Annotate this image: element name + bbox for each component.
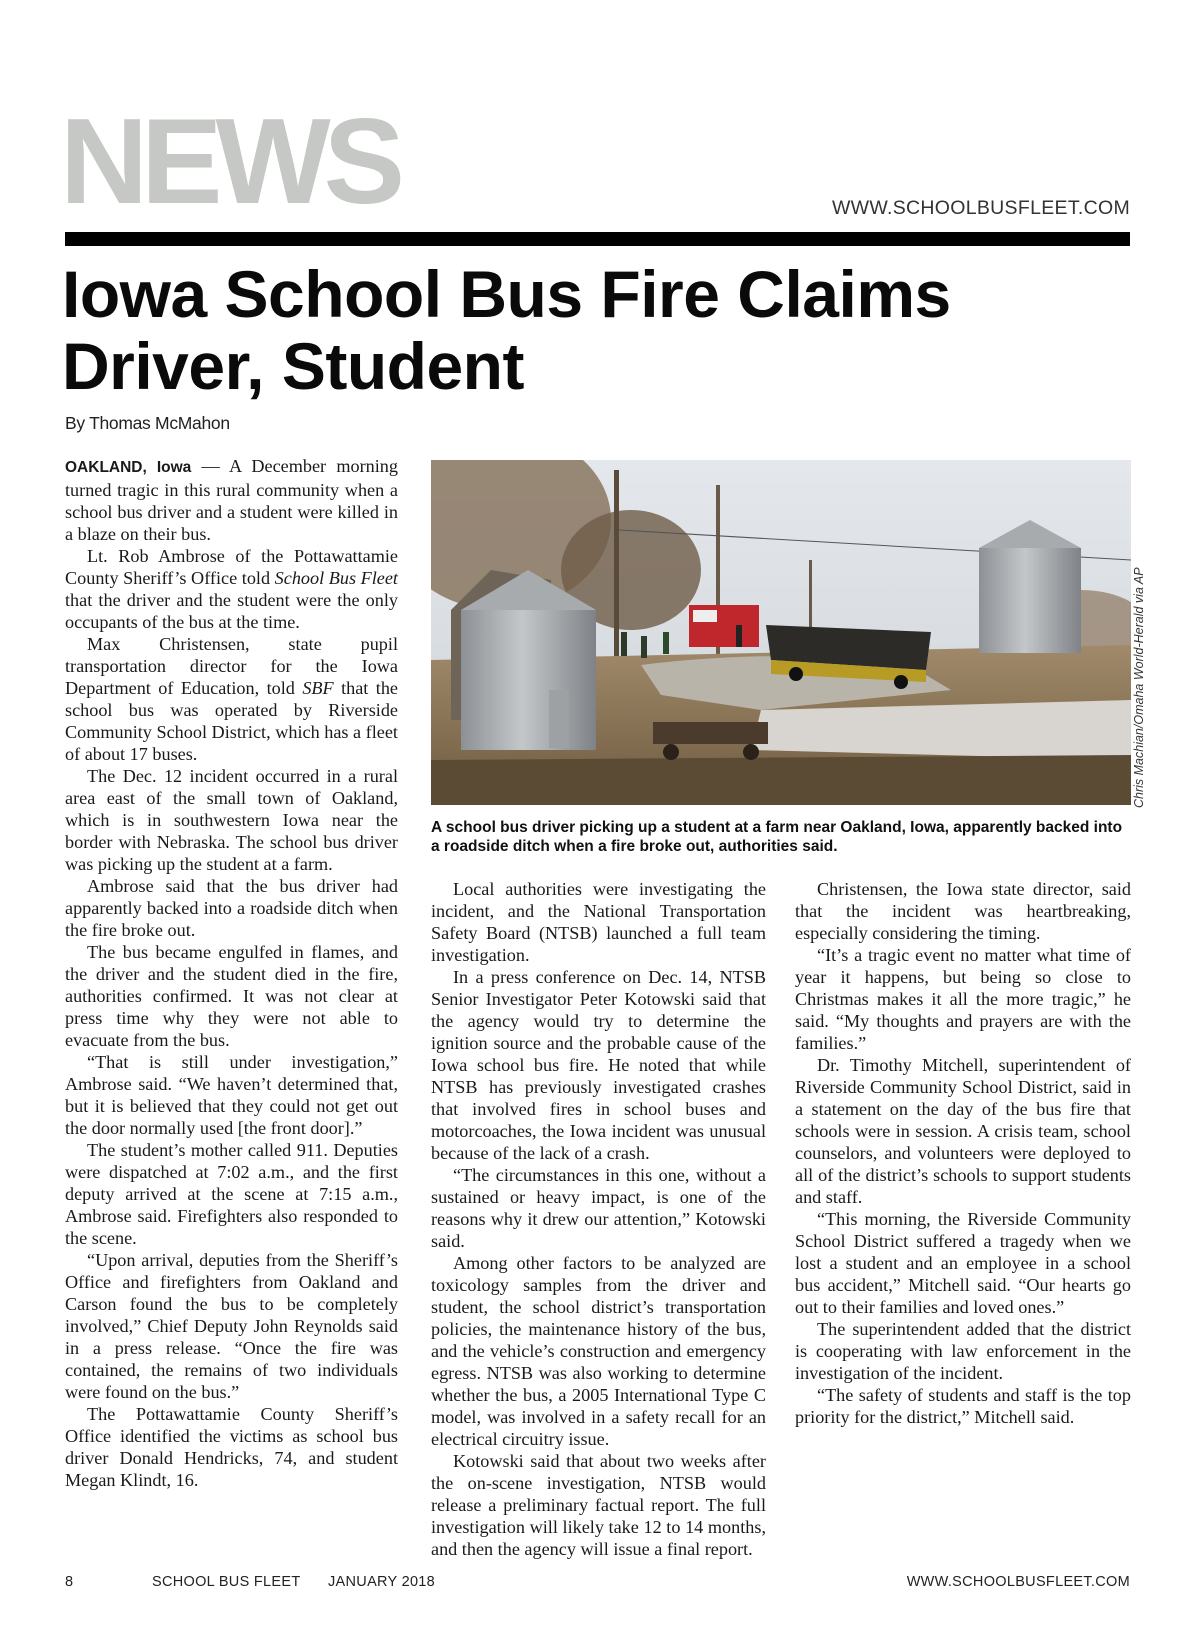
paragraph bbox=[65, 455, 398, 545]
paragraph: The student’s mother called 911. Deputies were dispatched at 7:02 a.m., and the first deputy arrived at the scene at 7:15 a.m., Ambrose said. Firefighters also responded to the scene. bbox=[65, 1140, 398, 1248]
paragraph: Kotowski said that about two weeks after the on-scene investigation, NTSB would release a preliminary factual report. The full investigation will likely take 12 to 14 months, and then the agency will issue a final report. bbox=[431, 1451, 766, 1559]
byline: By Thomas McMahon bbox=[65, 413, 230, 433]
dateline: OAKLAND, Iowa bbox=[65, 459, 192, 476]
paragraph-text: that the school bus was operated by Riverside Community School District, which has a fleet of about 17 buses. bbox=[65, 678, 398, 764]
paragraph: Ambrose said that the bus driver had apparently backed into a roadside ditch when the fire broke out. bbox=[65, 876, 398, 940]
paragraph: Dr. Timothy Mitchell, superintendent of Riverside Community School District, said in a statement on the day of the bus fire that schools were in session. A crisis team, school counselors, and volunteers were deployed to all of the district’s schools to support students and staff. bbox=[795, 1055, 1131, 1207]
article-column-3 bbox=[795, 878, 1131, 1428]
article-column-1 bbox=[65, 455, 398, 1491]
lead-text: — A December morning turned tragic in this rural community when a school bus driver and a student were killed in a blaze on their bus. bbox=[65, 456, 398, 544]
news-photo bbox=[431, 460, 1131, 805]
site-url: WWW.SCHOOLBUSFLEET.COM bbox=[831, 197, 1130, 219]
paragraph: In a press conference on Dec. 14, NTSB Senior Investigator Peter Kotowski said that the agency would try to determine the ignition source and the probable cause of the Iowa school bus fire. He noted that while NTSB has previously investigated crashes that involved fires in school buses and motorcoaches, the Iowa incident was unusual because of the lack of a crash. bbox=[431, 967, 766, 1163]
issue-date: JANUARY 2018 bbox=[328, 1574, 436, 1590]
photo-caption: A school bus driver picking up a student at a farm near Oakland, Iowa, apparently backed into a roadside ditch when a fire broke out, authorities said. bbox=[431, 819, 1123, 855]
paragraph: Among other factors to be analyzed are toxicology samples from the driver and student, the school district’s transportation policies, the maintenance history of the bus, and the vehicle’s construction and emergency egress. NTSB was also working to determine whether the bus, a 2005 International Type C model, was involved in a safety recall for an electrical circuitry issue. bbox=[431, 1253, 766, 1449]
photo-credit: Chris Machian/Omaha World-Herald via AP bbox=[1132, 567, 1146, 808]
bus-fire-scene-image bbox=[431, 460, 1131, 805]
headline: Iowa School Bus Fire Claims Driver, Student bbox=[62, 257, 951, 403]
paragraph bbox=[65, 633, 398, 765]
publication-name: School Bus Fleet bbox=[274, 568, 398, 588]
paragraph-text: Lt. Rob Ambrose of the Pottawattamie County Sheriff’s Office told bbox=[65, 546, 398, 588]
paragraph: “Upon arrival, deputies from the Sheriff’s Office and firefighters from Oakland and Carson found the bus to be completely involved,” Chief Deputy John Reynolds said in a press release. “Once the fire was contained, the remains of two individuals were found on the bus.” bbox=[65, 1250, 398, 1402]
paragraph: The bus became engulfed in flames, and the driver and the student died in the fire, authorities confirmed. It was not clear at press time why they were not able to evacuate from the bus. bbox=[65, 942, 398, 1050]
page-number: 8 bbox=[65, 1574, 74, 1590]
paragraph: “This morning, the Riverside Community School District suffered a tragedy when we lost a student and an employee in a school bus accident,” Mitchell said. “Our hearts go out to their families and loved ones.” bbox=[795, 1209, 1131, 1317]
paragraph: “It’s a tragic event no matter what time of year it happens, but being so close to Christmas makes it all the more tragic,” he said. “My thoughts and prayers are with the families.” bbox=[795, 945, 1131, 1053]
paragraph: Christensen, the Iowa state director, said that the incident was heartbreaking, especially considering the timing. bbox=[795, 879, 1131, 943]
paragraph: The superintendent added that the district is cooperating with law enforcement in the investigation of the incident. bbox=[795, 1319, 1131, 1383]
publication-name: SBF bbox=[302, 678, 334, 698]
paragraph: The Dec. 12 incident occurred in a rural area east of the small town of Oakland, which is in southwestern Iowa near the border with Nebraska. The school bus driver was picking up the student at a farm. bbox=[65, 766, 398, 874]
paragraph-text: that the driver and the student were the only occupants of the bus at the time. bbox=[65, 590, 398, 632]
paragraph: The Pottawattamie County Sheriff’s Office identified the victims as school bus driver Donald Hendricks, 74, and student Megan Klindt, 16. bbox=[65, 1404, 398, 1490]
article-column-2 bbox=[431, 878, 766, 1560]
paragraph: “The safety of students and staff is the top priority for the district,” Mitchell said. bbox=[795, 1385, 1131, 1427]
paragraph: “That is still under investigation,” Ambrose said. “We haven’t determined that, but it is believed that they could not get out the door normally used [the front door].” bbox=[65, 1052, 398, 1138]
header-rule bbox=[65, 232, 1130, 246]
paragraph: Local authorities were investigating the incident, and the National Transportation Safety Board (NTSB) launched a full team investigation. bbox=[431, 879, 766, 965]
paragraph: “The circumstances in this one, without a sustained or heavy impact, is one of the reasons why it drew our attention,” Kotowski said. bbox=[431, 1165, 766, 1251]
magazine-name: SCHOOL BUS FLEET bbox=[152, 1574, 301, 1590]
paragraph-text: Max Christensen, state pupil transportation director for the Iowa Department of Education, told bbox=[65, 634, 398, 698]
paragraph bbox=[65, 545, 398, 633]
section-title: NEWS bbox=[60, 93, 398, 229]
footer-url: WWW.SCHOOLBUSFLEET.COM bbox=[906, 1574, 1130, 1590]
